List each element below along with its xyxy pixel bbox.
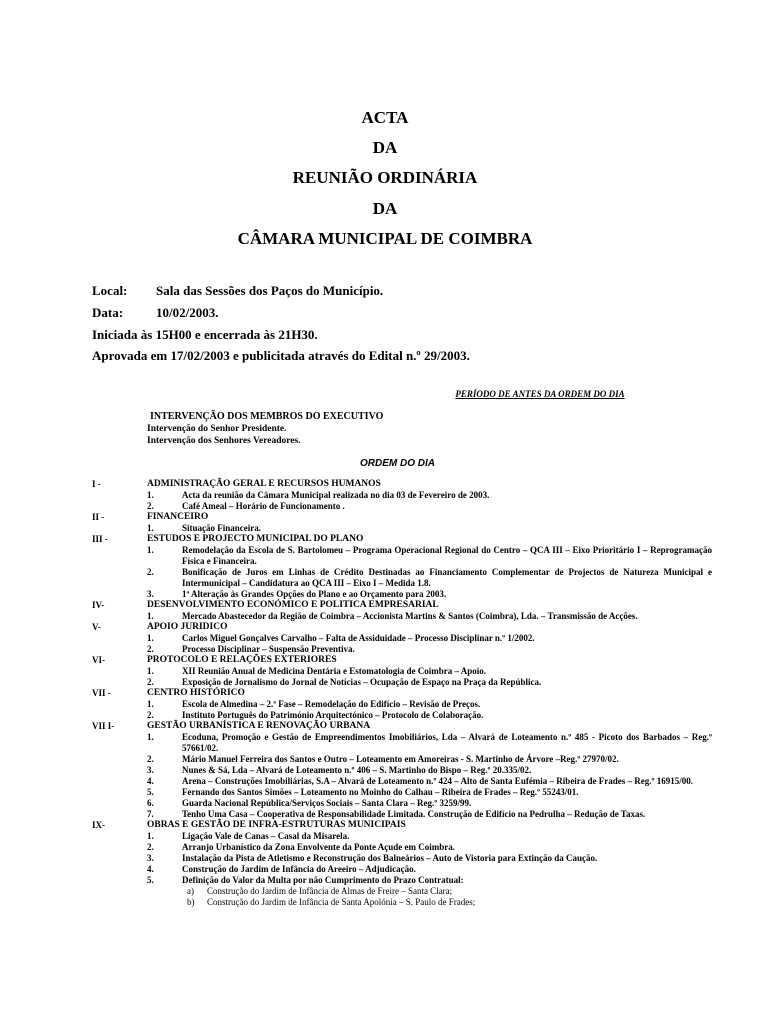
item-text: Instalação da Pista de Atletismo e Reconstrução dos Balneários – Auto de Vistoria para Extinção da Caução. (182, 853, 598, 863)
agenda-list (92, 479, 712, 908)
section-title: ADMINISTRAÇÃO GERAL E RECURSOS HUMANOS (147, 479, 381, 489)
agenda-section (92, 688, 712, 721)
item-text: Mário Manuel Ferreira dos Santos e Outro – Loteamento em Amoreiras - S. Martinho de Árvore –Reg.º 27970/02. (182, 754, 619, 764)
item-number: 1. (147, 699, 154, 709)
local-value: Sala das Sessões dos Paços do Município. (156, 283, 384, 298)
title-da-2: DA (372, 199, 398, 218)
intervencao-line: Intervenção do Senhor Presidente. (147, 424, 287, 434)
section-roman-numeral: II - (92, 512, 105, 522)
section-title: DESENVOLVIMENTO ECONÓMICO E POLITICA EMPRESARIAL (147, 600, 439, 610)
subitem-text: Construção do Jardim de Infância de Santa Apolónia – S. Paulo de Frades; (207, 897, 476, 907)
item-number: 2. (147, 644, 154, 654)
intervencao-line: Intervenção dos Senhores Vereadores. (147, 436, 301, 446)
item-number: 2. (147, 501, 154, 511)
agenda-item (92, 842, 712, 853)
section-roman-numeral: V- (92, 622, 101, 632)
meta-aprovada: Aprovada em 17/02/2003 e publicitada através do Edital n.º 29/2003. (92, 348, 470, 363)
agenda-item (92, 677, 712, 688)
agenda-section (92, 721, 712, 820)
item-number: 1. (147, 831, 154, 841)
item-number: 1. (147, 545, 154, 555)
section-roman-numeral: III - (92, 534, 108, 544)
agenda-item (92, 798, 712, 809)
agenda-item (92, 831, 712, 842)
section-heading (92, 479, 712, 490)
section-roman-numeral: I - (92, 479, 101, 489)
meta-iniciada: Iniciada às 15H00 e encerrada às 21H30. (92, 327, 318, 342)
item-text: Exposição de Jornalismo do Jornal de Notícias – Ocupação de Espaço na Praça da República. (182, 677, 542, 687)
item-number: 3. (147, 765, 154, 775)
agenda-item (92, 875, 712, 886)
agenda-item (92, 490, 712, 501)
agenda-item (92, 765, 712, 776)
agenda-item (92, 501, 712, 512)
item-number: 1. (147, 611, 154, 621)
section-roman-numeral: VI- (92, 655, 105, 665)
agenda-item (92, 567, 712, 589)
item-text: Mercado Abastecedor da Região de Coimbra – Accionista Martins & Santos (Coimbra), Lda. – Transmissão de Acções. (182, 611, 638, 621)
agenda-section (92, 479, 712, 512)
section-title: PROTOCOLO E RELAÇÕES EXTERIORES (147, 655, 337, 665)
item-number: 4. (147, 864, 154, 874)
agenda-section (92, 534, 712, 600)
data-value: 10/02/2003. (156, 305, 219, 320)
section-roman-numeral: IX- (92, 820, 105, 830)
item-number: 7. (147, 809, 154, 819)
item-text: Arranjo Urbanístico da Zona Envolvente da Ponte Açude em Coimbra. (182, 842, 455, 852)
agenda-item (92, 853, 712, 864)
agenda-item (92, 754, 712, 765)
agenda-item (92, 787, 712, 798)
agenda-item (92, 545, 712, 567)
item-text: Arena – Construções Imobiliárias, S.A – Alvará de Loteamento n.º 424 – Alto de Santa Eufémia – Ribeira de Frades – Reg.º 16915/00. (182, 776, 694, 786)
item-number: 2. (147, 677, 154, 687)
section-title: OBRAS E GESTÃO DE INFRA-ESTRUTURAS MUNICIPAIS (147, 820, 406, 830)
agenda-section (92, 600, 712, 622)
section-heading (92, 820, 712, 831)
item-text: Nunes & Sá, Lda – Alvará de Loteamento n.º 406 – S. Martinho do Bispo – Reg.º 20.335/02. (182, 765, 532, 775)
agenda-item (92, 776, 712, 787)
item-text: Instituto Português do Património Arquitectónico – Protocolo de Colaboração. (182, 710, 484, 720)
item-number: 2. (147, 842, 154, 852)
item-number: 1. (147, 490, 154, 500)
item-text: Guarda Nacional República/Serviços Sociais – Santa Clara – Reg.º 3259/99. (182, 798, 472, 808)
item-number: 3. (147, 853, 154, 863)
meta-data (92, 305, 218, 321)
section-heading (92, 688, 712, 699)
item-number: 2. (147, 710, 154, 720)
section-heading (92, 600, 712, 611)
agenda-item (92, 523, 712, 534)
agenda-subitem (92, 886, 712, 897)
item-number: 2. (147, 754, 154, 764)
agenda-item (92, 732, 712, 754)
intervencao-heading: INTERVENÇÃO DOS MEMBROS DO EXECUTIVO (150, 411, 384, 422)
section-heading (92, 512, 712, 523)
item-number: 5. (147, 787, 154, 797)
item-text: Situação Financeira. (182, 523, 261, 533)
item-number: 5. (147, 875, 154, 885)
item-text: Bonificação de Juros em Linhas de Crédito Destinadas ao Financiamento Complementar de Projectos de Natureza Municipal e Intermunicipal – Candidatura ao QCA III – Eixo I – Medida 1.8. (182, 567, 712, 588)
ordem-do-dia-heading: ORDEM DO DIA (360, 458, 435, 469)
section-title: FINANCEIRO (147, 512, 209, 522)
item-text: Remodelação da Escola de S. Bartolomeu – Programa Operacional Regional do Centro – QCA III – Eixo Prioritário I – Reprogramação Física e Financeira. (182, 545, 712, 566)
data-label: Data: (92, 305, 124, 320)
section-roman-numeral: IV- (92, 600, 105, 610)
agenda-item (92, 644, 712, 655)
agenda-section (92, 512, 712, 534)
section-title: ESTUDOS E PROJECTO MUNICIPAL DO PLANO (147, 534, 364, 544)
agenda-item (92, 864, 712, 875)
item-text: Definição do Valor da Multa por não Cumprimento do Prazo Contratual: (182, 875, 464, 885)
agenda-section (92, 622, 712, 655)
agenda-item (92, 809, 712, 820)
item-text: Construção do Jardim de Infância do Areeiro – Adjudicação. (182, 864, 416, 874)
section-title: GESTÃO URBANÍSTICA E RENOVAÇÃO URBANA (147, 721, 371, 731)
item-text: Carlos Miguel Gonçalves Carvalho – Falta de Assiduidade – Processo Disciplinar n.º 1/2002. (182, 633, 535, 643)
periodo-heading: PERÍODO DE ANTES DA ORDEM DO DIA (455, 389, 625, 399)
meta-local (92, 283, 383, 299)
item-text: Tenho Uma Casa – Cooperativa de Responsabilidade Limitada. Construção de Edifício na Pedrulha – Redução de Taxas. (182, 809, 646, 819)
title-acta: ACTA (361, 108, 409, 127)
subitem-label: b) (187, 897, 195, 907)
item-number: 4. (147, 776, 154, 786)
agenda-section (92, 655, 712, 688)
agenda-subitem (92, 897, 712, 908)
section-heading (92, 721, 712, 732)
item-text: Processo Disciplinar – Suspensão Preventiva. (182, 644, 355, 654)
item-number: 1. (147, 633, 154, 643)
item-text: Ligação Vale de Canas – Casal da Misarela. (182, 831, 350, 841)
item-number: 1. (147, 523, 154, 533)
section-heading (92, 534, 712, 545)
item-number: 3. (147, 589, 154, 599)
item-number: 1. (147, 666, 154, 676)
item-text: 1ª Alteração às Grandes Opções do Plano e ao Orçamento para 2003. (182, 589, 447, 599)
section-title: CENTRO HISTÓRICO (147, 688, 245, 698)
item-number: 6. (147, 798, 154, 808)
agenda-item (92, 589, 712, 600)
section-roman-numeral: VII I- (92, 721, 115, 731)
item-text: Ecoduna, Promoção e Gestão de Empreendimentos Imobiliários, Lda – Alvará de Loteamento n.º 485 - Picoto dos Barbados – Reg.º 57661/02. (182, 732, 712, 753)
item-number: 1. (147, 732, 154, 742)
section-heading (92, 622, 712, 633)
item-number: 2. (147, 567, 154, 577)
section-roman-numeral: VII - (92, 688, 111, 698)
section-title: APOIO JURIDICO (147, 622, 228, 632)
title-camara: CÂMARA MUNICIPAL DE COIMBRA (237, 229, 533, 248)
agenda-item (92, 611, 712, 622)
title-reuniao: REUNIÃO ORDINÁRIA (292, 168, 478, 187)
subitem-text: Construção do Jardim de Infância de Almas de Freire – Santa Clara; (207, 886, 453, 896)
agenda-item (92, 633, 712, 644)
subitem-label: a) (187, 886, 194, 896)
item-text: XII Reunião Anual de Medicina Dentária e Estomatologia de Coimbra – Apoio. (182, 666, 487, 676)
agenda-item (92, 710, 712, 721)
item-text: Fernando dos Santos Simões – Loteamento no Moinho do Calhau – Ribeira de Frades – Reg.º 55243/01. (182, 787, 579, 797)
item-text: Café Ameal – Horário de Funcionamento . (182, 501, 345, 511)
title-da-1: DA (372, 138, 398, 157)
local-label: Local: (92, 283, 128, 298)
agenda-section (92, 820, 712, 908)
section-heading (92, 655, 712, 666)
item-text: Acta da reunião da Câmara Municipal realizada no dia 03 de Fevereiro de 2003. (182, 490, 490, 500)
agenda-item (92, 699, 712, 710)
item-text: Escola de Almedina – 2.ª Fase – Remodelação do Edifício – Revisão de Preços. (182, 699, 481, 709)
intervencao-block (147, 411, 383, 447)
agenda-item (92, 666, 712, 677)
